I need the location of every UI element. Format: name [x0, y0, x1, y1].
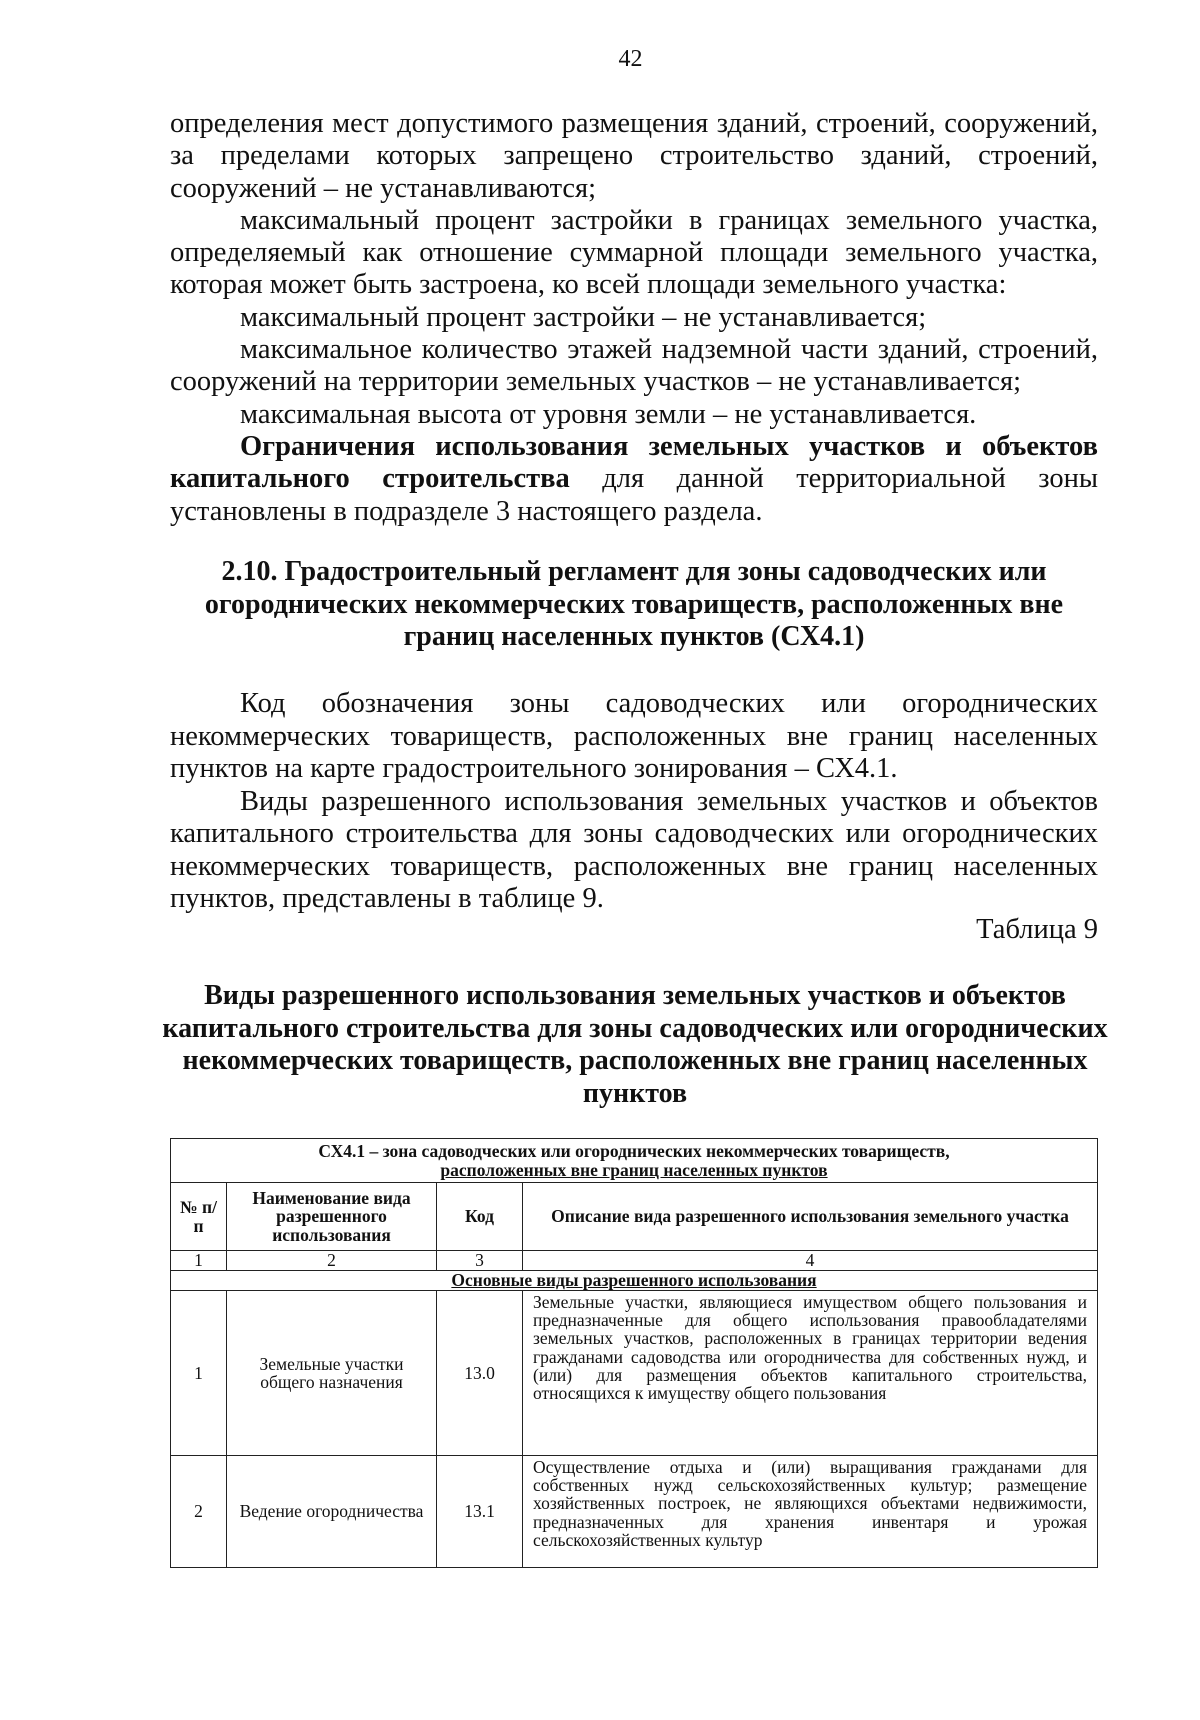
row-number: 1 [171, 1291, 227, 1456]
paragraph-max-percent: максимальный процент застройки – не устанавливается; [240, 301, 927, 333]
zone-header-row [171, 1139, 1098, 1183]
intro-text [170, 108, 1098, 528]
table-caption: Таблица 9 [976, 914, 1098, 945]
column-number-row [171, 1251, 1098, 1271]
row-use-name: Земельные участки общего назначения [227, 1291, 437, 1456]
paragraph-permitted-uses: Виды разрешенного использования земельных участков и объектов капитального строительства для зоны садоводческих или огороднических некоммерческих товариществ, расположенных вне границ населенных пунктов, представлены в таблице 9. [170, 785, 1098, 914]
permitted-uses-table [170, 1138, 1098, 1568]
page-number: 42 [618, 46, 643, 72]
column-number: 3 [437, 1251, 523, 1271]
row-code: 13.1 [437, 1456, 523, 1568]
zone-header-line1: – зона садоводческих или огороднических некоммерческих товариществ, [365, 1141, 950, 1162]
group-title: Основные виды разрешенного использования [171, 1271, 1098, 1291]
paragraph-max-percent-definition: максимальный процент застройки в границах земельного участка, определяемый как отношение суммарной площади земельного участка, которая может быть застроена, ко всей площади земельного участка: [170, 204, 1098, 301]
column-number: 2 [227, 1251, 437, 1271]
zone-code: СХ4.1 [318, 1141, 366, 1162]
column-header-row [171, 1183, 1098, 1251]
zone-header-line2: расположенных вне границ населенных пунктов [440, 1159, 828, 1180]
column-number: 4 [523, 1251, 1098, 1271]
row-use-name: Ведение огородничества [227, 1456, 437, 1568]
paragraph-setbacks: определения мест допустимого размещения зданий, строений, сооружений, за пределами которых запрещено строительство зданий, строений, сооружений – не устанавливаются; [170, 108, 1098, 204]
row-description: Земельные участки, являющиеся имуществом общего пользования и предназначенные для общего использования правообладателями земельных участков, расположенных в границах территории ведения гражданами садоводства или огородничества для собственных нужд, и (или) для размещения объектов капитального строительства, относящихся к имуществу общего пользования [523, 1291, 1098, 1456]
column-header-name: Наименование вида разрешенного использования [227, 1183, 437, 1251]
column-header-description: Описание вида разрешенного использования земельного участка [523, 1183, 1098, 1251]
restrictions-rest: для данной территориальной зоны установлены в подразделе 3 настоящего раздела. [170, 463, 1098, 527]
restrictions-bold: Ограничения использования земельных участков и объектов капитального строительства [170, 430, 1098, 495]
paragraph-zone-code: Код обозначения зоны садоводческих или огороднических некоммерческих товариществ, расположенных вне границ населенных пунктов на карте градостроительного зонирования – СХ4.1. [170, 688, 1098, 784]
row-code: 13.0 [437, 1291, 523, 1456]
section-title: 2.10. Градостроительный регламент для зоны садоводческих или огороднических некоммерческих товариществ, расположенных вне границ населенных пунктов (СХ4.1) [204, 556, 1064, 652]
column-header-code: Код [437, 1183, 523, 1251]
table-row [171, 1456, 1098, 1568]
paragraph-restrictions [170, 431, 1098, 528]
column-number: 1 [171, 1251, 227, 1271]
table-row [171, 1291, 1098, 1456]
zone-header-cell [171, 1139, 1098, 1183]
table-title: Виды разрешенного использования земельных участков и объектов капитального строительства для зоны садоводческих или огороднических некоммерческих товариществ, расположенных вне границ населенных пунктов [162, 980, 1108, 1109]
group-title-row [171, 1271, 1098, 1291]
column-header-num: № п/п [171, 1183, 227, 1251]
row-description: Осуществление отдыха и (или) выращивания гражданами для собственных нужд сельскохозяйственных культур; размещение хозяйственных построек, не являющихся объектами недвижимости, предназначенных для хранения инвентаря и урожая сельскохозяйственных культур [523, 1456, 1098, 1568]
paragraph-max-floors: максимальное количество этажей надземной части зданий, строений, сооружений на территории земельных участков – не устанавливается; [170, 334, 1098, 398]
paragraph-max-height: максимальная высота от уровня земли – не устанавливается. [240, 398, 977, 430]
row-number: 2 [171, 1456, 227, 1568]
section-body [170, 688, 1098, 916]
